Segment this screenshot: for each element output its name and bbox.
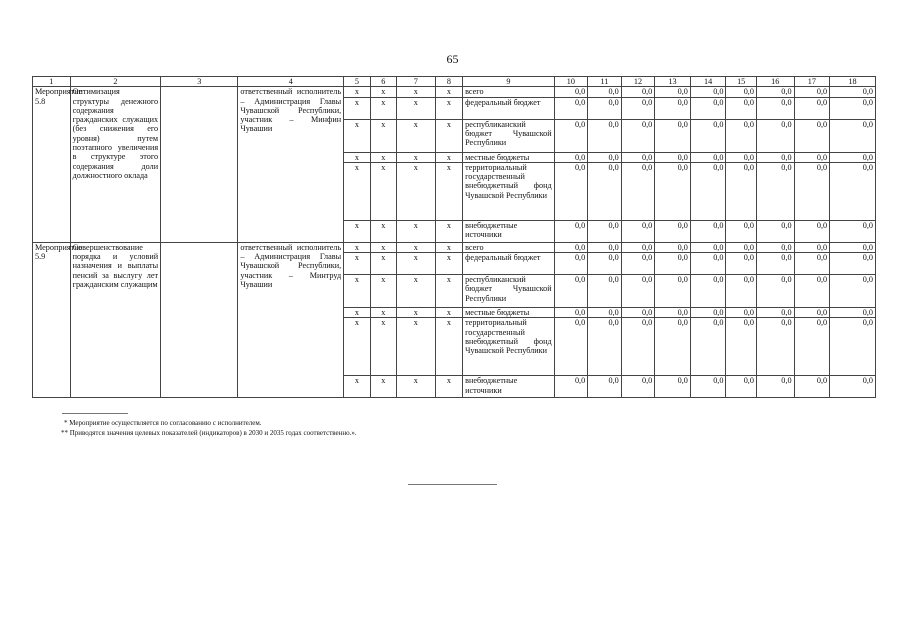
value-cell: 0,0 — [690, 152, 726, 162]
header-cell-2: 2 — [70, 77, 161, 87]
value-cell: 0,0 — [655, 97, 691, 119]
value-cell: 0,0 — [794, 119, 830, 152]
value-cell: 0,0 — [726, 119, 757, 152]
value-cell: 0,0 — [588, 308, 622, 318]
mark-cell: x — [370, 253, 396, 275]
value-cell: 0,0 — [830, 376, 876, 398]
value-cell: 0,0 — [756, 376, 794, 398]
value-cell: 0,0 — [554, 318, 588, 376]
measure-col3 — [161, 87, 238, 243]
value-cell: 0,0 — [554, 275, 588, 308]
mark-cell: x — [344, 152, 370, 162]
mark-cell: x — [397, 242, 436, 252]
footnote-1: * Мероприятие осуществляется по согласованию с исполнителем. — [64, 419, 262, 427]
value-cell: 0,0 — [726, 220, 757, 242]
mark-cell: x — [435, 119, 462, 152]
value-cell: 0,0 — [588, 97, 622, 119]
table-row — [33, 87, 876, 97]
mark-cell: x — [397, 97, 436, 119]
value-cell: 0,0 — [588, 87, 622, 97]
value-cell: 0,0 — [726, 97, 757, 119]
value-cell: 0,0 — [830, 253, 876, 275]
value-cell: 0,0 — [588, 242, 622, 252]
value-cell: 0,0 — [554, 308, 588, 318]
mark-cell: x — [435, 220, 462, 242]
funding-source: местные бюджеты — [463, 152, 555, 162]
funding-source: республиканский бюджет Чувашской Республики — [463, 119, 555, 152]
header-cell-13: 13 — [655, 77, 691, 87]
value-cell: 0,0 — [756, 253, 794, 275]
value-cell: 0,0 — [621, 97, 655, 119]
mark-cell: x — [370, 318, 396, 376]
value-cell: 0,0 — [554, 152, 588, 162]
value-cell: 0,0 — [655, 308, 691, 318]
mark-cell: x — [397, 162, 436, 220]
value-cell: 0,0 — [621, 152, 655, 162]
value-cell: 0,0 — [830, 87, 876, 97]
value-cell: 0,0 — [756, 308, 794, 318]
mark-cell: x — [344, 87, 370, 97]
value-cell: 0,0 — [794, 318, 830, 376]
value-cell: 0,0 — [621, 376, 655, 398]
value-cell: 0,0 — [621, 162, 655, 220]
mark-cell: x — [397, 253, 436, 275]
header-cell-1: 1 — [33, 77, 71, 87]
header-cell-14: 14 — [690, 77, 726, 87]
header-cell-9: 9 — [463, 77, 555, 87]
value-cell: 0,0 — [726, 152, 757, 162]
mark-cell: x — [397, 152, 436, 162]
header-cell-4: 4 — [238, 77, 344, 87]
mark-cell: x — [370, 87, 396, 97]
value-cell: 0,0 — [655, 275, 691, 308]
value-cell: 0,0 — [621, 318, 655, 376]
value-cell: 0,0 — [830, 97, 876, 119]
header-cell-11: 11 — [588, 77, 622, 87]
mark-cell: x — [435, 318, 462, 376]
value-cell: 0,0 — [554, 220, 588, 242]
measure-id: Мероприятие 5.9 — [33, 242, 71, 398]
value-cell: 0,0 — [830, 275, 876, 308]
funding-source: республиканский бюджет Чувашской Республики — [463, 275, 555, 308]
mark-cell: x — [344, 318, 370, 376]
mark-cell: x — [370, 275, 396, 308]
funding-source: территориальный государственный внебюджетный фонд Чувашской Республики — [463, 318, 555, 376]
funding-source: территориальный государственный внебюджетный фонд Чувашской Республики — [463, 162, 555, 220]
mark-cell: x — [435, 242, 462, 252]
value-cell: 0,0 — [621, 87, 655, 97]
mark-cell: x — [370, 97, 396, 119]
value-cell: 0,0 — [621, 119, 655, 152]
value-cell: 0,0 — [726, 162, 757, 220]
value-cell: 0,0 — [554, 97, 588, 119]
value-cell: 0,0 — [830, 220, 876, 242]
value-cell: 0,0 — [588, 119, 622, 152]
mark-cell: x — [344, 119, 370, 152]
value-cell: 0,0 — [756, 119, 794, 152]
value-cell: 0,0 — [690, 318, 726, 376]
measure-name: Оптимизация структуры денежного содержания гражданских служащих (без снижения его уровня) путем поэтапного увеличения в структуре этого содержания доли должностного оклада — [70, 87, 161, 243]
measure-col3 — [161, 242, 238, 398]
mark-cell: x — [370, 376, 396, 398]
end-separator — [408, 484, 497, 485]
mark-cell: x — [344, 275, 370, 308]
funding-source: всего — [463, 87, 555, 97]
value-cell: 0,0 — [756, 162, 794, 220]
value-cell: 0,0 — [655, 220, 691, 242]
mark-cell: x — [435, 253, 462, 275]
value-cell: 0,0 — [588, 318, 622, 376]
value-cell: 0,0 — [756, 97, 794, 119]
page-number: 65 — [446, 52, 459, 66]
funding-source: внебюджетные источники — [463, 376, 555, 398]
value-cell: 0,0 — [726, 87, 757, 97]
header-cell-10: 10 — [554, 77, 588, 87]
value-cell: 0,0 — [690, 275, 726, 308]
header-row — [33, 77, 876, 87]
value-cell: 0,0 — [588, 376, 622, 398]
value-cell: 0,0 — [726, 376, 757, 398]
value-cell: 0,0 — [621, 308, 655, 318]
value-cell: 0,0 — [756, 220, 794, 242]
mark-cell: x — [344, 376, 370, 398]
measure-responsible: ответственный исполнитель – Администрация Главы Чувашской Республики, участник – Минтруд Чувашии — [238, 242, 344, 398]
mark-cell: x — [435, 152, 462, 162]
value-cell: 0,0 — [690, 162, 726, 220]
value-cell: 0,0 — [756, 87, 794, 97]
value-cell: 0,0 — [794, 253, 830, 275]
program-measures-table — [32, 76, 876, 398]
value-cell: 0,0 — [655, 152, 691, 162]
value-cell: 0,0 — [726, 275, 757, 308]
value-cell: 0,0 — [655, 318, 691, 376]
mark-cell: x — [370, 242, 396, 252]
value-cell: 0,0 — [794, 152, 830, 162]
value-cell: 0,0 — [830, 242, 876, 252]
value-cell: 0,0 — [794, 162, 830, 220]
mark-cell: x — [435, 308, 462, 318]
mark-cell: x — [344, 162, 370, 220]
value-cell: 0,0 — [690, 220, 726, 242]
value-cell: 0,0 — [756, 275, 794, 308]
value-cell: 0,0 — [554, 87, 588, 97]
value-cell: 0,0 — [690, 87, 726, 97]
value-cell: 0,0 — [655, 119, 691, 152]
value-cell: 0,0 — [621, 220, 655, 242]
value-cell: 0,0 — [690, 242, 726, 252]
value-cell: 0,0 — [690, 119, 726, 152]
mark-cell: x — [397, 119, 436, 152]
header-cell-18: 18 — [830, 77, 876, 87]
value-cell: 0,0 — [726, 242, 757, 252]
value-cell: 0,0 — [655, 253, 691, 275]
value-cell: 0,0 — [756, 318, 794, 376]
measure-responsible: ответственный исполнитель – Администрация Главы Чувашской Республики, участник – Минфин Чувашии — [238, 87, 344, 243]
value-cell: 0,0 — [690, 376, 726, 398]
header-cell-7: 7 — [397, 77, 436, 87]
footnote-separator — [62, 413, 128, 414]
value-cell: 0,0 — [588, 253, 622, 275]
mark-cell: x — [397, 275, 436, 308]
header-cell-6: 6 — [370, 77, 396, 87]
mark-cell: x — [370, 308, 396, 318]
footnote-2: ** Приводятся значения целевых показателей (индикаторов) в 2030 и 2035 годах соответственно.». — [61, 429, 357, 437]
mark-cell: x — [344, 242, 370, 252]
funding-source: федеральный бюджет — [463, 97, 555, 119]
mark-cell: x — [397, 308, 436, 318]
value-cell: 0,0 — [726, 253, 757, 275]
value-cell: 0,0 — [830, 162, 876, 220]
value-cell: 0,0 — [554, 376, 588, 398]
mark-cell: x — [435, 275, 462, 308]
mark-cell: x — [397, 376, 436, 398]
measure-name: Совершенствование порядка и условий назначения и выплаты пенсий за выслугу лет гражданским служащим — [70, 242, 161, 398]
value-cell: 0,0 — [554, 242, 588, 252]
value-cell: 0,0 — [655, 87, 691, 97]
value-cell: 0,0 — [756, 152, 794, 162]
mark-cell: x — [344, 97, 370, 119]
value-cell: 0,0 — [830, 152, 876, 162]
value-cell: 0,0 — [588, 220, 622, 242]
value-cell: 0,0 — [794, 275, 830, 308]
value-cell: 0,0 — [726, 318, 757, 376]
funding-source: местные бюджеты — [463, 308, 555, 318]
value-cell: 0,0 — [655, 242, 691, 252]
header-cell-16: 16 — [756, 77, 794, 87]
value-cell: 0,0 — [588, 275, 622, 308]
value-cell: 0,0 — [588, 152, 622, 162]
value-cell: 0,0 — [794, 87, 830, 97]
header-cell-8: 8 — [435, 77, 462, 87]
mark-cell: x — [397, 318, 436, 376]
mark-cell: x — [435, 97, 462, 119]
value-cell: 0,0 — [655, 162, 691, 220]
value-cell: 0,0 — [621, 253, 655, 275]
value-cell: 0,0 — [554, 119, 588, 152]
funding-source: всего — [463, 242, 555, 252]
mark-cell: x — [397, 87, 436, 97]
value-cell: 0,0 — [830, 308, 876, 318]
value-cell: 0,0 — [830, 119, 876, 152]
mark-cell: x — [370, 162, 396, 220]
mark-cell: x — [435, 87, 462, 97]
value-cell: 0,0 — [756, 242, 794, 252]
value-cell: 0,0 — [690, 97, 726, 119]
table-row — [33, 242, 876, 252]
mark-cell: x — [344, 308, 370, 318]
header-cell-5: 5 — [344, 77, 370, 87]
mark-cell: x — [397, 220, 436, 242]
mark-cell: x — [344, 220, 370, 242]
mark-cell: x — [370, 119, 396, 152]
value-cell: 0,0 — [794, 220, 830, 242]
funding-source: внебюджетные источники — [463, 220, 555, 242]
value-cell: 0,0 — [794, 308, 830, 318]
mark-cell: x — [344, 253, 370, 275]
value-cell: 0,0 — [655, 376, 691, 398]
mark-cell: x — [370, 152, 396, 162]
value-cell: 0,0 — [830, 318, 876, 376]
funding-source: федеральный бюджет — [463, 253, 555, 275]
value-cell: 0,0 — [554, 253, 588, 275]
value-cell: 0,0 — [690, 308, 726, 318]
value-cell: 0,0 — [588, 162, 622, 220]
mark-cell: x — [435, 162, 462, 220]
header-cell-15: 15 — [726, 77, 757, 87]
value-cell: 0,0 — [794, 97, 830, 119]
header-cell-3: 3 — [161, 77, 238, 87]
value-cell: 0,0 — [726, 308, 757, 318]
value-cell: 0,0 — [794, 242, 830, 252]
value-cell: 0,0 — [794, 376, 830, 398]
mark-cell: x — [370, 220, 396, 242]
header-cell-17: 17 — [794, 77, 830, 87]
value-cell: 0,0 — [554, 162, 588, 220]
measure-id: Мероприятие 5.8 — [33, 87, 71, 243]
value-cell: 0,0 — [621, 275, 655, 308]
value-cell: 0,0 — [690, 253, 726, 275]
mark-cell: x — [435, 376, 462, 398]
value-cell: 0,0 — [621, 242, 655, 252]
header-cell-12: 12 — [621, 77, 655, 87]
